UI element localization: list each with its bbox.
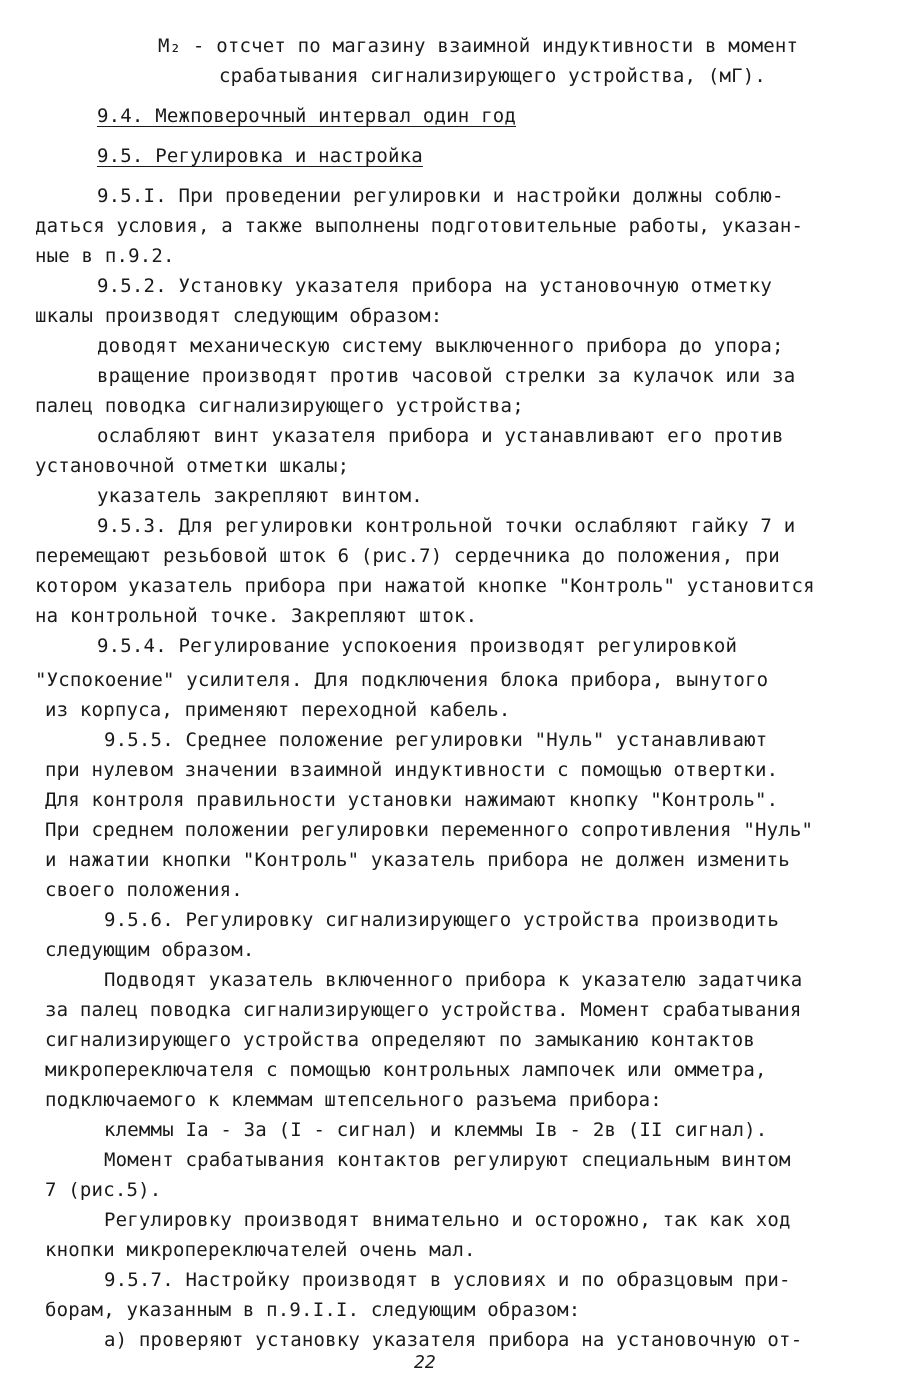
text-line: M₂ - отсчет по магазину взаимной индуктивности в момент <box>158 35 799 57</box>
text-line: вращение производят против часовой стрелки за кулачок или за <box>97 365 796 387</box>
text-line: Подводят указатель включенного прибора к указателю задатчика <box>104 969 803 991</box>
page-number: 22 <box>414 1352 436 1373</box>
text-line: 9.5.4. Регулирование успокоения производят регулировкой <box>97 635 738 657</box>
text-line: палец поводка сигнализирующего устройства; <box>35 395 524 417</box>
text-line: 9.5.6. Регулировку сигнализирующего устройства производить <box>104 909 780 931</box>
text-line: шкалы производят следующим образом: <box>35 305 443 327</box>
text-line: из корпуса, применяют переходной кабель. <box>45 699 511 721</box>
text-line: "Успокоение" усилителя. Для подключения блока прибора, вынутого <box>35 669 769 691</box>
text-line: 9.5.I. При проведении регулировки и настройки должны соблю- <box>97 185 784 207</box>
text-line: котором указатель прибора при нажатой кнопке "Контроль" установится <box>35 575 815 597</box>
text-line: на контрольной точке. Закрепляют шток. <box>35 605 478 627</box>
text-line: борам, указанным в п.9.I.I. следующим образом: <box>45 1299 581 1321</box>
section-heading: 9.5. Регулировка и настройка <box>97 145 423 167</box>
text-line: установочной отметки шкалы; <box>35 455 350 477</box>
text-line: даться условия, а также выполнены подготовительные работы, указан- <box>35 215 804 237</box>
text-line: микропереключателя с помощью контрольных лампочек или омметра, <box>45 1059 767 1081</box>
text-line: При среднем положении регулировки переменного сопротивления "Нуль" <box>45 819 814 841</box>
text-line: 9.5.2. Установку указателя прибора на установочную отметку <box>97 275 773 297</box>
text-line: при нулевом значении взаимной индуктивности с помощью отвертки. <box>45 759 779 781</box>
text-line: ные в п.9.2. <box>35 245 175 267</box>
text-line: 9.5.5. Среднее положение регулировки "Нуль" устанавливают <box>104 729 768 751</box>
text-line: кнопки микропереключателей очень мал. <box>45 1239 476 1261</box>
text-line: и нажатии кнопки "Контроль" указатель прибора не должен изменить <box>45 849 790 871</box>
text-line: следующим образом. <box>45 939 255 961</box>
section-heading: 9.4. Межповерочный интервал один год <box>97 105 517 127</box>
text-line: Регулировку производят внимательно и осторожно, так как ход <box>104 1209 791 1231</box>
text-line: а) проверяют установку указателя прибора на установочную от- <box>104 1329 803 1351</box>
text-line: 9.5.3. Для регулировки контрольной точки ослабляют гайку 7 и <box>97 515 796 537</box>
text-line: за палец поводка сигнализирующего устройства. Момент срабатывания <box>45 999 802 1021</box>
text-line: клеммы Iа - 3а (I - сигнал) и клеммы Iв - 2в (II сигнал). <box>104 1119 768 1141</box>
text-line: доводят механическую систему выключенного прибора до упора; <box>97 335 784 357</box>
text-line: ослабляют винт указателя прибора и устанавливают его против <box>97 425 784 447</box>
text-line: Для контроля правильности установки нажимают кнопку "Контроль". <box>45 789 779 811</box>
text-line: своего положения. <box>45 879 243 901</box>
text-line: Момент срабатывания контактов регулируют специальным винтом <box>104 1149 791 1171</box>
text-line: 7 (рис.5). <box>45 1179 162 1201</box>
text-line: сигнализирующего устройства определяют по замыканию контактов <box>45 1029 755 1051</box>
text-line: срабатывания сигнализирующего устройства, (мГ). <box>219 65 767 87</box>
text-line: 9.5.7. Настройку производят в условиях и по образцовым при- <box>104 1269 791 1291</box>
text-line: подключаемого к клеммам штепсельного разъема прибора: <box>45 1089 662 1111</box>
text-line: перемещают резьбовой шток 6 (рис.7) сердечника до положения, при <box>35 545 780 567</box>
text-line: указатель закрепляют винтом. <box>97 485 423 507</box>
